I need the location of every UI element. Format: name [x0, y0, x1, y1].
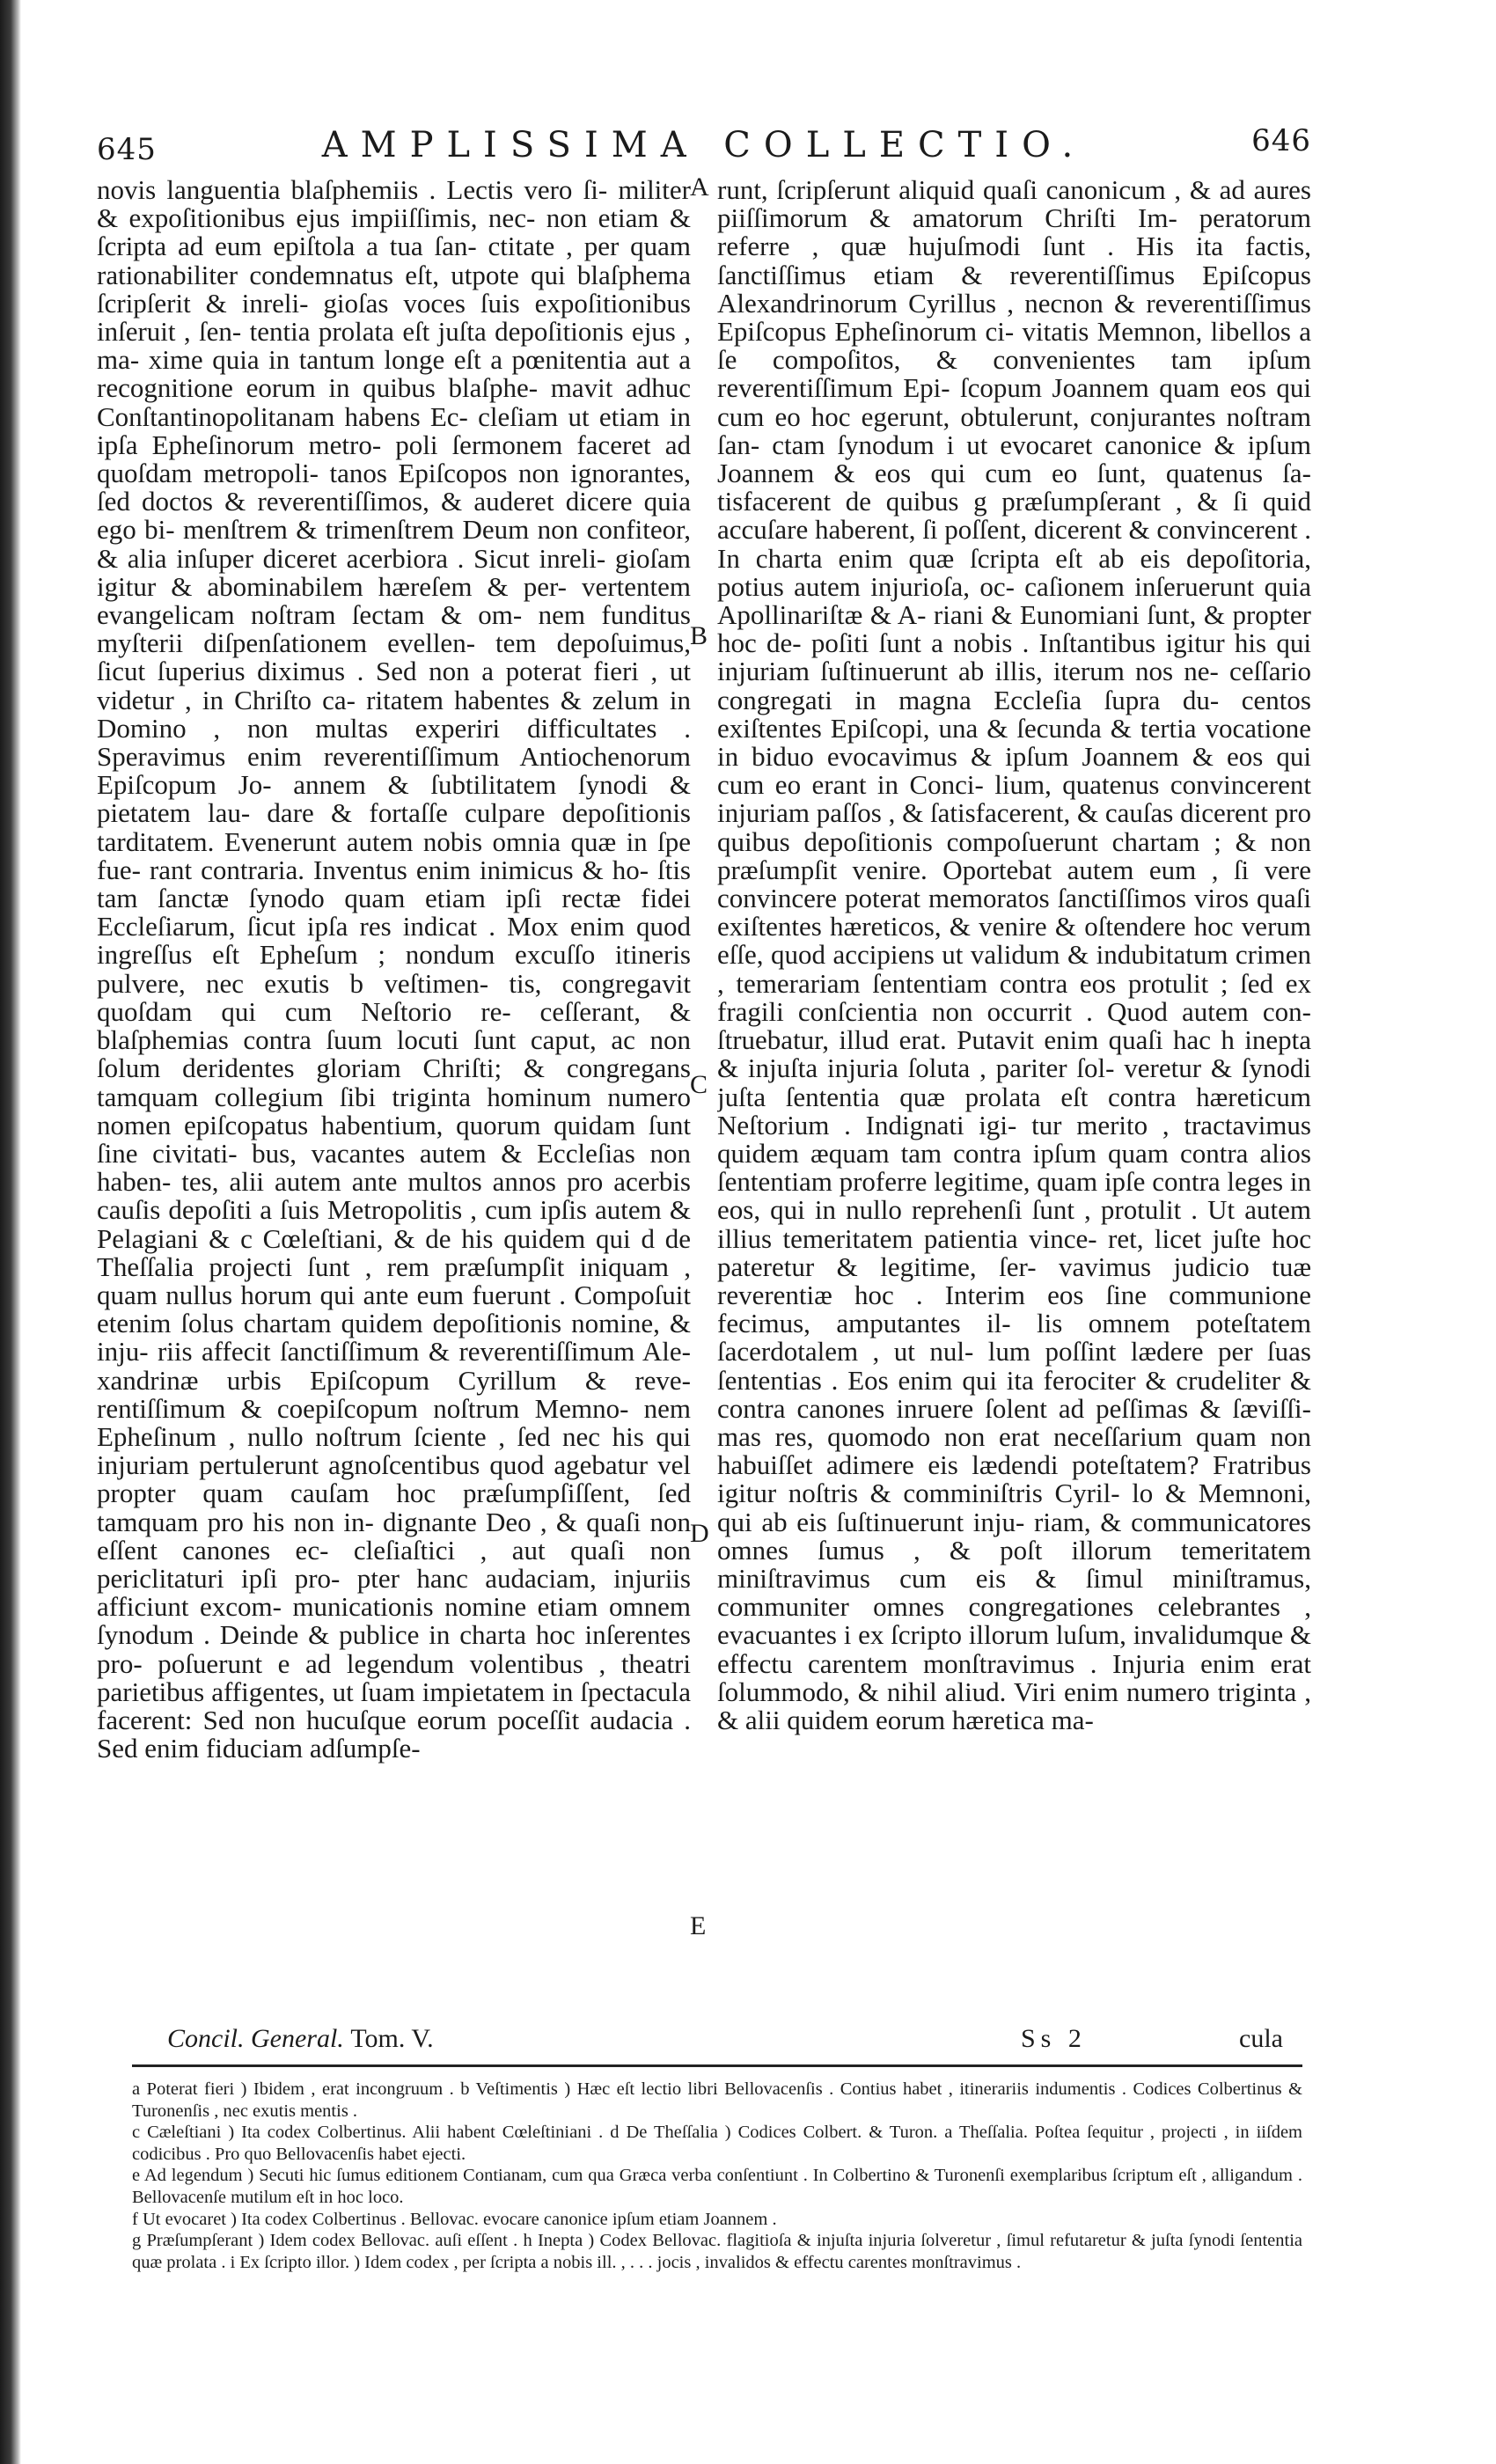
- footnotes: [132, 2079, 1302, 2343]
- signature-line: [167, 2024, 434, 2054]
- margin-letter-d: D: [690, 1519, 709, 1548]
- page-header: [97, 116, 1311, 169]
- right-column-text: runt, ſcripſerunt aliquid quaſi canonicum , & ad aures piiſſimorum & amatorum Chriſti Im- peratorum referre , quæ hujuſmodi ſunt . His ita factis, ſanctiſſimus etiam & reverentiſſimus Epiſcopus Alexandrinorum Cyrillus , necnon & reverentiſſimus Epiſcopus Epheſinorum ci- vitatis Memnon, libellos a ſe compoſitos, & convenientes tam ipſum reverentiſſimum Epi- ſcopum Joannem quam eos qui cum eo hoc egerunt, obtulerunt, conjurantes noſtram ſan- ctam ſynodum i ut evocaret canonice & ipſum Joannem & eos qui cum eo ſunt, quatenus ſa- tisfacerent de quibus g præſumpſerant , & ſi quid accuſare haberent, ſi poſſent, dicerent & convincerent . In charta enim quæ ſcripta eſt ab eis depoſitoria, potius autem injurioſa, oc- caſionem inſeruerunt quia Apollinariſtæ & A- riani & Eunomiani ſunt, & propter hoc de- poſiti ſunt a nobis . Inſtantibus igitur his qui injuriam ſuſtinuerunt ab illis, iterum nos ne- ceſſario congregati in magna Eccleſia ſupra du- centos exiſtentes Epiſcopi, una & ſecunda & tertia vocatione in biduo evocavimus & ipſum Joannem & eos qui cum eo erant in Conci- lium, quatenus convincerent injuriam paſſos , & ſatisfacerent, & cauſas dicerent pro quibus depoſitionis compoſuerunt chartam ; & non præſumpſit venire. Oportebat autem eum , ſi vere convincere poterat memoratos ſanctiſſimos viros quaſi exiſtentes hæreticos, & venire & oſtendere hoc verum eſſe, quod accipiens ut validum & indubitatum crimen , temerariam ſententiam contra eos protulit ; ſed ex fragili conſcientia non occurrit . Quod autem con- ſtruebatur, illud erat. Putavit enim quaſi hac h inepta & injuſta injuria ſoluta , pariter ſol- veretur & ſynodi juſta ſententia quæ prolata eſt contra hæreticum Neſtorium . Indignati igi- tur merito , tractavimus quidem æquam tam contra ipſum quam contra alios ſententiam proferre legitime, quam ipſe contra leges in eos, qui in nullo reprehenſi ſunt , protulit . Ut autem illius temeritatem patientia vince- ret, licet juſte hoc pateretur & legitime, ſer- vavimus judicio tuæ reverentiæ hoc . Interim eos ſine communione fecimus, amputantes il- lis omnem poteſtatem ſacerdotalem , ut nul- lum poſſint lædere per ſuas ſententias . Eos enim qui ita ferociter & crudeliter & contra canones inruere ſolent ad peſſimas & ſæviſſi- mas res, quomodo non erat neceſſarium quam non habuiſſet adimere eis lædendi poteſtatem? Fratribus igitur noſtris & comminiſtris Cyril- lo & Memnoni, qui ab eis ſuſtinuerunt inju- riam, & communicatores omnes ſumus , & poſt illorum temeritatem miniſtravimus cum eis & ſimul miniſtramus, communiter omnes congregationes celebrantes , evacuantes i ex ſcripto illorum luſum, invalidumque & effectu carentem monſtravimus . Injuria enim erat ſolummodo, & nihil aliud. Viri enim numero triginta , & alii quidem eorum hæretica ma-: [717, 176, 1311, 1735]
- margin-letter-e: E: [690, 1911, 707, 1940]
- running-title: AMPLISSIMA COLLECTIO.: [321, 125, 1087, 165]
- page-number-left: 645: [97, 132, 157, 167]
- footnote-3: e Ad legendum ) Secuti hic ſumus editionem Contianam, cum qua Græca verba conſentiunt . In Colbertino & Turonenſi exemplaribus ſcriptum eſt , alligandum . Bellovacenſe mutilum eſt in hoc loco.: [132, 2166, 1302, 2207]
- text-column-right: [717, 176, 1311, 2006]
- footnote-1: a Poterat fieri ) Ibidem , erat incongruum . b Veſtimentis ) Hæc eſt lectio libri Bellovacenſis . Contius habet , itinerariis indumentis . Codices Colbertinus & Turonenſis , nec exutis mentis .: [132, 2079, 1302, 2121]
- signature-text: Concil. General.: [167, 2024, 344, 2053]
- footnote-5: g Præſumpſerant ) Idem codex Bellovac. auſi eſſent . h Inepta ) Codex Bellovac. flagitioſa & injuſta injuria ſolveretur , ſimul refutaretur & juſta ſynodi ſententia quæ prolata . i Ex ſcripto illor. ) Idem codex , per ſcripta a nobis ill. , . . . jocis , invalidos & effectu carentes monſtravimus .: [132, 2231, 1302, 2272]
- margin-letter-a: A: [690, 172, 709, 202]
- page-number-right: 646: [1251, 123, 1311, 158]
- footnote-2: c Cæleſtiani ) Ita codex Colbertinus. Alii habent Cœleſtiniani . d De Theſſalia ) Codices Colbert. & Turon. a Theſſalia. Poſtea ſequitur , projecti , in iiſdem codicibus . Pro quo Bellovacenſis habet ejecti.: [132, 2123, 1302, 2164]
- left-column-text: novis languentia blaſphemiis . Lectis vero ſi- militer & expoſitionibus ejus impiiſſimis, nec- non etiam & ſcripta ad eum epiſtola a tua ſan- ctitate , per quam rationabiliter condemnatus eſt, utpote qui blaſphema ſcripſerit & inreli- gioſas voces ſuis expoſitionibus inſeruit , ſen- tentia prolata eſt juſta depoſitionis ejus , ma- xime quia in tantum longe eſt a pœnitentia aut a recognitione eorum in quibus blaſphe- mavit adhuc Conſtantinopolitanam habens Ec- cleſiam ut etiam in ipſa Epheſinorum metro- poli ſermonem faceret ad quoſdam metropoli- tanos Epiſcopos non ignorantes, ſed doctos & reverentiſſimos, & auderet dicere quia ego bi- menſtrem & trimenſtrem Deum non confiteor, & alia inſuper diceret acerbiora . Sicut inreli- gioſam igitur & abominabilem hæreſem & per- vertentem evangelicam noſtram ſectam & om- nem funditus myſterii diſpenſationem evellen- tem depoſuimus, ſicut ſuperius diximus . Sed non a poterat fieri , ut videtur , in Chriſto ca- ritatem habentes & zelum in Domino , non multas experiri difficultates . Speravimus enim reverentiſſimum Antiochenorum Epiſcopum Jo- annem & ſubtilitatem ſynodi & pietatem lau- dare & fortaſſe culpare depoſitionis tarditatem. Evenerunt autem nobis omnia quæ in ſpe fue- rant contraria. Inventus enim inimicus & ho- ſtis tam ſanctæ ſynodo quam etiam ipſi rectæ fidei Eccleſiarum, ſicut ipſa res indicat . Mox enim quod ingreſſus eſt Epheſum ; nondum excuſſo itineris pulvere, nec exutis b veſtimen- tis, congregavit quoſdam qui cum Neſtorio re- ceſſerant, & blaſphemias contra ſuum locuti ſunt caput, ac non ſolum deridentes gloriam Chriſti; & congregans tamquam collegium ſibi triginta hominum numero nomen epiſcopatus habentium, quorum quidam ſunt ſine civitati- bus, vacantes autem & Eccleſias non haben- tes, alii autem ante multos annos pro acerbis cauſis depoſiti a ſuis Metropolitis , cum ipſis autem & Pelagiani & c Cœleſtiani, & de his quidem qui d de Theſſalia projecti ſunt , rem præſumpſit iniquam , quam nullus horum qui ante eum fuerunt . Compoſuit etenim ſolus chartam quidem depoſitionis nomine, & inju- riis affecit ſanctiſſimum & reverentiſſimum Ale- xandrinæ urbis Epiſcopum Cyrillum & reve- rentiſſimum & coepiſcopum noſtrum Memno- nem Epheſinum , nullo noſtrum ſciente , ſed nec his qui injuriam pertulerunt agnoſcentibus quod agebatur vel propter quam cauſam hoc præſumpſiſſent, ſed tamquam pro his non in- dignante Deo , & quaſi non eſſent canones ec- cleſiaſtici , aut quaſi non periclitaturi ipſi pro- pter hanc audaciam, injuriis afficiunt excom- municationis nomine etiam omnem ſynodum . Deinde & publice in charta hoc inſerentes pro- poſuerunt e ad legendum volentibus , theatri parietibus affigentes, ut ſuam impietatem in ſpectacula facerent: Sed non hucuſque eorum poceſſit audacia . Sed enim fiduciam adſumpſe-: [97, 176, 691, 1764]
- margin-letter-c: C: [690, 1070, 708, 1099]
- volume-marker: Tom. V.: [350, 2024, 434, 2053]
- footnote-divider: [132, 2064, 1302, 2067]
- catchword: cula: [1239, 2024, 1283, 2053]
- text-column-left: [97, 176, 691, 2006]
- margin-letter-b: B: [690, 621, 708, 650]
- signature-mark: Ss 2: [1021, 2024, 1087, 2053]
- footnote-4: f Ut evocaret ) Ita codex Colbertinus . Bellovac. evocare canonice ipſum etiam Joannem .: [132, 2209, 777, 2229]
- scan-page-edge: [0, 0, 21, 2464]
